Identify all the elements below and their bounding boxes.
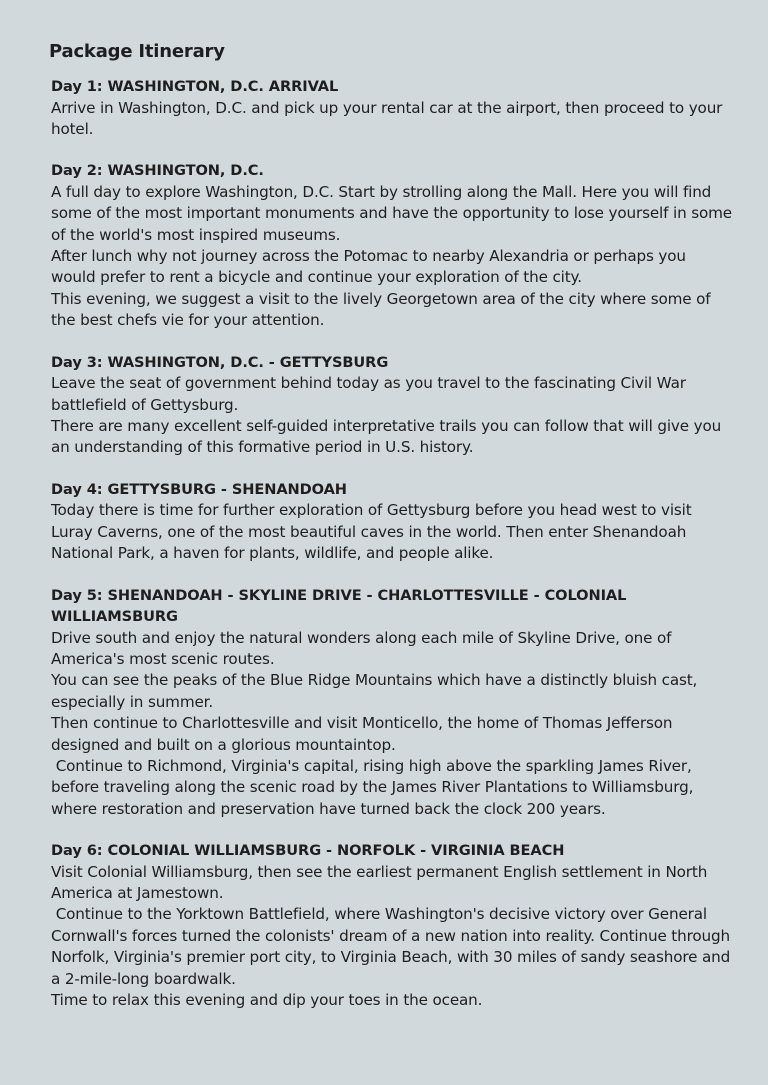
day-5-paragraph-3: Then continue to Charlottesville and visit Monticello, the home of Thomas Jefferson designed and built on a glorious mountaintop. <box>51 714 678 754</box>
page-title: Package Itinerary <box>49 41 225 62</box>
day-5-paragraph-2: You can see the peaks of the Blue Ridge Mountains which have a distinctly bluish cast, especially in summer. <box>51 671 702 711</box>
day-5-paragraph-1: Drive south and enjoy the natural wonders along each mile of Skyline Drive, one of America's most scenic routes. <box>51 628 677 668</box>
day-4-paragraph-1: Today there is time for further exploration of Gettysburg before you head west to visit Luray Caverns, one of the most beautiful caves in the world. Then enter Shenandoah National Park, a haven for plants, wildlife, and people alike. <box>51 501 697 563</box>
day-2-paragraph-2: After lunch why not journey across the Potomac to nearby Alexandria or perhaps you would prefer to rent a bicycle and continue your exploration of the city. <box>51 247 691 287</box>
day-5-paragraph-4: Continue to Richmond, Virginia's capital, rising high above the sparkling James River, before traveling along the scenic road by the James River Plantations to Williamsburg, where restoration and preservation have turned back the clock 200 years. <box>51 756 698 818</box>
day-6-paragraph-3: Time to relax this evening and dip your toes in the ocean. <box>51 991 483 1010</box>
day-6-paragraph-2: Continue to the Yorktown Battlefield, where Washington's decisive victory over General Cornwall's forces turned the colonists' dream of a new nation into reality. Continue through Norfolk, Virginia's premier port city, to Virginia Beach, with 30 miles of sandy seashore and a 2-mile-long boardwalk. <box>51 905 735 988</box>
day-6-section <box>51 840 733 1011</box>
itinerary-page <box>49 40 737 1032</box>
day-1-section <box>51 76 733 140</box>
day-2-paragraph-3: This evening, we suggest a visit to the lively Georgetown area of the city where some of the best chefs vie for your attention. <box>51 289 716 330</box>
day-4-section <box>51 479 733 565</box>
day-1-heading: Day 1: WASHINGTON, D.C. ARRIVAL <box>51 78 339 95</box>
day-2-paragraph-1: A full day to explore Washington, D.C. Start by strolling along the Mall. Here you will find some of the most important monuments and have the opportunity to lose yourself in some of the world's most inspired museums. <box>51 182 737 244</box>
day-6-heading: Day 6: COLONIAL WILLIAMSBURG - NORFOLK - VIRGINIA BEACH <box>51 842 565 860</box>
day-3-paragraph-2: There are many excellent self-guided interpretative trails you can follow that will give you an understanding of this formative period in U.S. history. <box>51 416 726 457</box>
day-6-paragraph-1: Visit Colonial Williamsburg, then see the earliest permanent English settlement in North America at Jamestown. <box>51 862 712 903</box>
day-5-heading: Day 5: SHENANDOAH - SKYLINE DRIVE - CHARLOTTESVILLE - COLONIAL WILLIAMSBURG <box>51 586 627 625</box>
day-1-paragraph-1: Arrive in Washington, D.C. and pick up your rental car at the airport, then proceed to your hotel. <box>51 98 727 138</box>
day-3-heading: Day 3: WASHINGTON, D.C. - GETTYSBURG <box>51 353 389 371</box>
day-3-section <box>51 352 733 459</box>
day-5-section <box>51 585 733 821</box>
day-3-paragraph-1: Leave the seat of government behind today as you travel to the fascinating Civil War battlefield of Gettysburg. <box>51 374 691 414</box>
day-2-heading: Day 2: WASHINGTON, D.C. <box>51 162 264 180</box>
day-4-heading: Day 4: GETTYSBURG - SHENANDOAH <box>51 480 347 498</box>
day-2-section <box>51 160 737 331</box>
